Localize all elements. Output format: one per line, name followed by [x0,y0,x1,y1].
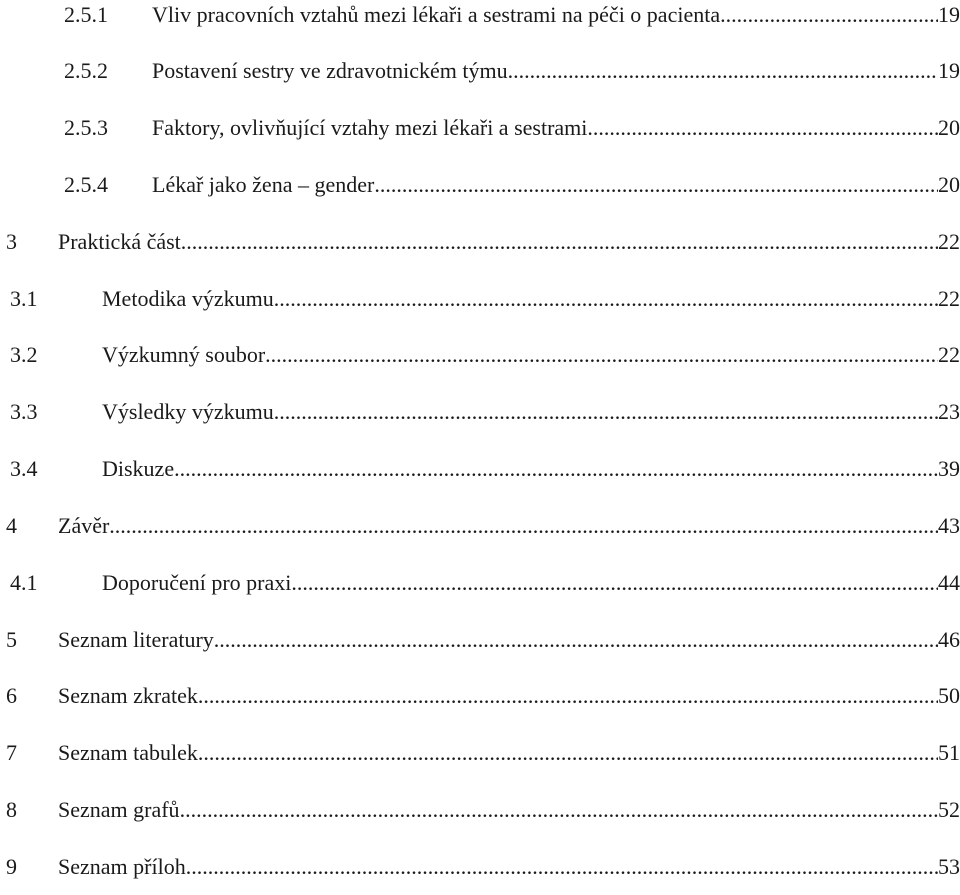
dot-leader [587,113,938,143]
toc-entry-title: Doporučení pro praxi [102,568,291,598]
toc-entry-number: 3.1 [10,286,38,311]
toc-entry-title: Výsledky výzkumu [102,397,274,427]
dot-leader [265,340,938,370]
toc-entry-title: Diskuze [102,454,174,484]
toc-entry-number: 3.4 [10,456,38,481]
toc-entry-number: 3 [6,229,17,254]
toc-entry-3-1[interactable] [0,284,960,314]
toc-entry-page: 43 [938,511,960,541]
toc-entry-title: Seznam příloh [58,852,186,882]
toc-entry-page: 22 [938,284,960,314]
toc-entry-title: Seznam literatury [58,625,214,655]
toc-entry-page: 44 [938,568,960,598]
toc-entry-page: 22 [938,227,960,257]
toc-entry-2-5-1[interactable] [0,0,960,30]
dot-leader [374,170,938,200]
toc-entry-page: 46 [938,625,960,655]
toc-entry-title: Vliv pracovních vztahů mezi lékaři a sestrami na péči o pacienta [152,0,720,30]
toc-entry-page: 23 [938,397,960,427]
toc-entry-7[interactable] [0,738,960,768]
toc-entry-page: 22 [938,340,960,370]
toc-entry-number: 9 [6,854,17,879]
dot-leader [198,738,938,768]
dot-leader [181,227,938,257]
toc-entry-2-5-3[interactable] [0,113,960,143]
toc-entry-number: 7 [6,740,17,765]
toc-entry-9[interactable] [0,852,960,882]
toc-entry-3-3[interactable] [0,397,960,427]
toc-entry-title: Seznam grafů [58,795,180,825]
toc-entry-title: Seznam zkratek [58,681,198,711]
dot-leader [109,511,938,541]
toc-entry-number: 3.2 [10,342,38,367]
toc-entry-number: 8 [6,797,17,822]
toc-entry-3[interactable] [0,227,960,257]
toc-entry-3-4[interactable] [0,454,960,484]
dot-leader [180,795,938,825]
toc-entry-number: 3.3 [10,399,38,424]
toc-entry-5[interactable] [0,625,960,655]
toc-entry-number: 2.5.3 [64,115,108,140]
toc-entry-title: Metodika výzkumu [102,284,274,314]
toc-entry-title: Závěr [58,511,109,541]
dot-leader [198,681,938,711]
toc-entry-2-5-2[interactable] [0,56,960,86]
toc-entry-title: Výzkumný soubor [102,340,265,370]
toc-entry-number: 2.5.2 [64,58,108,83]
toc-entry-number: 6 [6,683,17,708]
toc-entry-3-2[interactable] [0,340,960,370]
toc-entry-number: 5 [6,627,17,652]
toc-entry-number: 4.1 [10,570,38,595]
toc-entry-4-1[interactable] [0,568,960,598]
dot-leader [274,284,938,314]
toc-entry-6[interactable] [0,681,960,711]
toc-entry-page: 19 [938,56,960,86]
toc-entry-page: 51 [938,738,960,768]
dot-leader [186,852,938,882]
toc-entry-title: Praktická část [58,227,181,257]
dot-leader [508,56,938,86]
toc-entry-number: 2.5.1 [64,2,108,27]
toc-entry-page: 53 [938,852,960,882]
toc-entry-number: 4 [6,513,17,538]
toc-entry-8[interactable] [0,795,960,825]
toc-entry-page: 50 [938,681,960,711]
toc-entry-title: Faktory, ovlivňující vztahy mezi lékaři a sestrami [152,113,587,143]
toc-entry-title: Postavení sestry ve zdravotnickém týmu [152,56,508,86]
dot-leader [291,568,938,598]
dot-leader [274,397,938,427]
toc-entry-number: 2.5.4 [64,172,108,197]
toc-entry-title: Seznam tabulek [58,738,198,768]
toc-entry-page: 20 [938,170,960,200]
dot-leader [214,625,938,655]
dot-leader [174,454,938,484]
toc-entry-title: Lékař jako žena – gender [152,170,374,200]
toc-entry-page: 19 [938,0,960,30]
dot-leader [720,0,938,30]
toc-entry-4[interactable] [0,511,960,541]
toc-entry-page: 20 [938,113,960,143]
toc-entry-page: 39 [938,454,960,484]
toc-entry-2-5-4[interactable] [0,170,960,200]
toc-entry-page: 52 [938,795,960,825]
